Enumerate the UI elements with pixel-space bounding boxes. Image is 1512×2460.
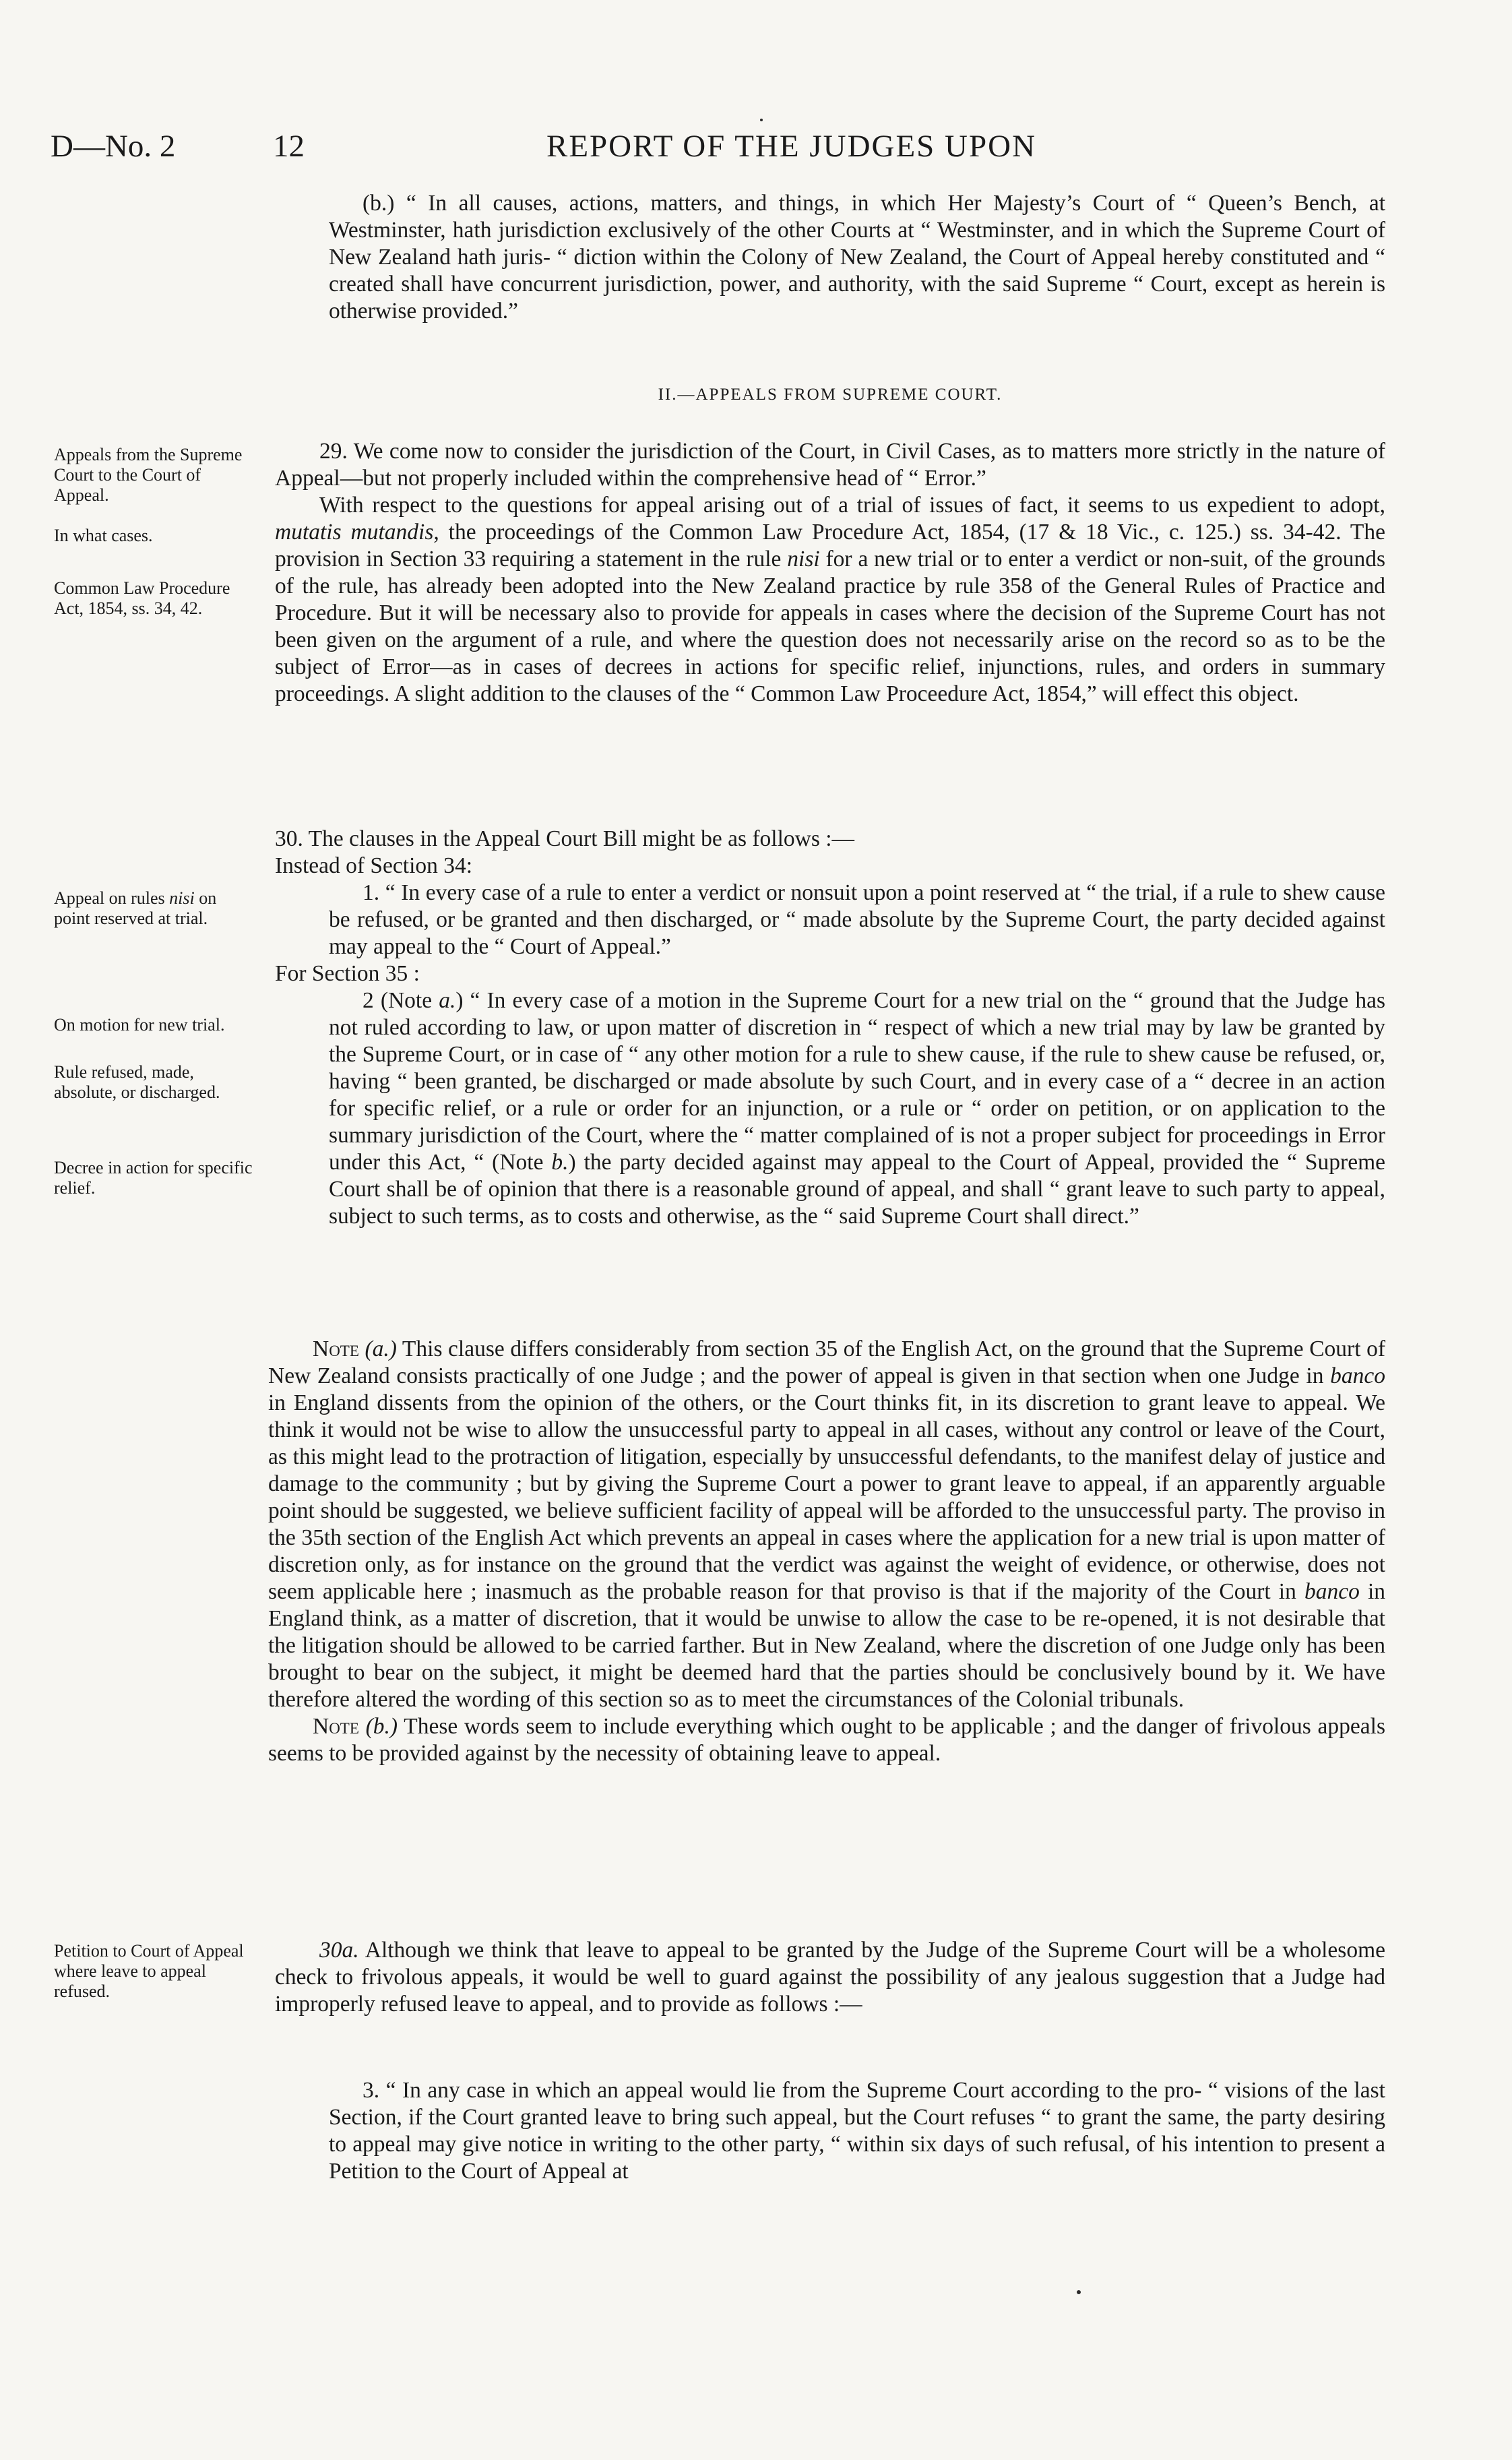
paragraph-respect-em1: mutatis mutandis, [275,520,439,545]
margin-note-appeal-on-rules-em: nisi [169,888,195,908]
paragraph-29-block [275,438,1385,708]
instead-of-section-34: Instead of Section 34: [275,853,473,878]
margin-note-appeal-on-rules [54,888,256,929]
clause-3-block [275,2077,1385,2185]
paragraph-30a-number: 30a. [319,1938,359,1963]
clause-2-em2: b. [551,1150,569,1175]
clause-2-em1: a. [439,988,456,1013]
clause-2-c: ) the party decided against may appeal to the Court of Appeal, provided the “ Supreme Court shall be of opinion that there is a reasonable ground of appeal, and shall “ grant leave to such party to appeal, subject to such terms, as to costs and otherwise, as the “ said Supreme Court shall direct.” [329,1150,1385,1229]
margin-note-petition: Petition to Court of Appeal where leave to appeal refused. [54,1941,244,2001]
note-b-label: Note [313,1714,359,1739]
quote-b-text: (b.) “ In all causes, actions, matters, and things, in which Her Majesty’s Court of “ Queen’s Bench, at Westminster, hath jurisdiction exclusively of the other Courts at “ Westminster, and in which the Supreme Court of New Zealand hath juris- “ diction within the Colony of New Zealand, the Court of Appeal hereby constituted and “ created shall have concurrent jurisdiction, power, and authority, with the said Supreme “ Court, except as herein is otherwise provided.” [329,191,1385,324]
paragraph-respect-c: for a new trial or to enter a verdict or non-suit, of the grounds of the rule, has already been adopted into the New Zealand practice by rule 358 of the General Rules of Practice and Procedure. But it will be necessary also to provide for appeals in cases where the decision of the Supreme Court has not been given on the argument of a rule, and where the question does not necessarily arise on the record so as to be the subject of Error—as in cases of decrees in actions for specific relief, injunctions, rules, and orders in summary proceedings. A slight addition to the clauses of the “ Common Law Proceedure Act, 1854,” will effect this object. [275,547,1386,706]
clause-2-a: 2 (Note [363,988,433,1013]
note-a-banco-2: banco [1304,1579,1360,1604]
margin-note-on-motion: On motion for new trial. [54,1015,225,1035]
margin-note-rule-refused: Rule refused, made, absolute, or discharged. [54,1062,220,1102]
note-a-banco-1: banco [1330,1363,1385,1388]
clause-1: 1. “ In every case of a rule to enter a verdict or nonsuit upon a point reserved at “ the trial, if a rule to shew cause be refused, or be granted and then discharged, or “ made absolute by the Supreme Court, the party decided against may appeal to the “ Court of Appeal.” [329,880,1385,959]
margin-note-common-law: Common Law Procedure Act, 1854, ss. 34, 42. [54,578,230,618]
note-a-label: Note [313,1336,359,1361]
ink-speck-top [760,119,763,121]
note-a [268,1336,1385,1713]
note-a-marker: (a.) [365,1336,397,1361]
note-a-text-1: This clause differs considerably from section 35 of the English Act, on the ground that the Supreme Court of New Zealand consists practically of one Judge ; and the power of appeal is given in that section when one Judge in [268,1336,1386,1388]
paragraph-respect-b: the proceedings of the Common Law Procedure Act, 1854, (17 & 18 Vic., c. 125.) ss. 34-42. The provision in Section 33 requiring a statement in the rule [275,520,1385,572]
top-quote-block [275,190,1385,325]
margin-note-appeal-on-rules-a: Appeal on rules [54,888,165,908]
margin-note-decree: Decree in action for specific relief. [54,1158,253,1198]
note-b-text: These words seem to include everything which ought to be applicable ; and the danger of frivolous appeals seems to be provided against by the necessity of obtaining leave to appeal. [268,1714,1385,1766]
paragraph-respect [275,492,1385,708]
ink-speck [1077,2290,1081,2294]
note-b [268,1713,1385,1767]
paragraph-respect-em2: nisi [787,547,820,572]
page-number: 12 [273,129,305,164]
paragraph-30a-text: Although we think that leave to appeal to be granted by the Judge of the Supreme Court will be a wholesome check to frivolous appeals, it would be well to guard against the possibility of any jealous suggestion that a Judge had improperly refused leave to appeal, and to provide as follows :— [275,1938,1386,2017]
paragraph-30a-block [275,1937,1385,2018]
clause-2-b: ) “ In every case of a motion in the Supreme Court for a new trial on the “ ground that the Judge has not ruled according to law, or upon matter of discretion in “ respect of which a new trial may by law be granted by the Supreme Court, or in case of “ any other motion for a rule to shew cause, if the rule to shew cause be refused, or, having “ been granted, be discharged or made absolute by such Court, and in every case of a “ decree in an action for specific relief, or a rule or order for an injunction, or a rule or “ order on petition, or on application to the summary jurisdiction of the Court, where the “ matter complained of is not a proper subject for proceedings in Error under this Act, “ (Note [329,988,1385,1175]
paragraph-30-block [275,826,1385,1230]
margin-note-appeal-on-rules-b: on point reserved at trial. [54,888,217,928]
clause-2 [275,987,1385,1230]
paragraph-30: 30. The clauses in the Appeal Court Bill might be as follows :— [275,826,855,851]
clause-3: 3. “ In any case in which an appeal would lie from the Supreme Court according to the pro- “ visions of the last Section, if the Court granted leave to bring such appeal, but the Court refuses “ to grant the same, the party desiring to appeal may give notice in writing to the other party, “ within six days of such refusal, of his intention to present a Petition to the Court of Appeal at [329,2078,1385,2184]
paragraph-30a [275,1937,1385,2018]
note-a-text-2: in England dissents from the opinion of the others, or the Court thinks fit, in its discretion to grant leave to appeal. We think it would not be wise to allow the unsuccessful party to appeal in all cases, without any control or leave of the Court, as this might lead to the protraction of litigation, especially by unsuccessful defendants, to the manifest delay of justice and damage to the community ; but by giving the Supreme Court a power to grant leave to appeal, if an apparently arguable point should be suggested, we believe sufficient facility of appeal will be afforded to the unsuccessful party. The proviso in the 35th section of the English Act which prevents an appeal in cases where the application for a new trial is upon matter of discretion only, as for instance on the ground that the verdict was against the weight of evidence, or otherwise, does not seem applicable here ; inasmuch as the probable reason for that proviso is that if the majority of the Court in [268,1390,1385,1604]
paragraph-respect-a: With respect to the questions for appeal arising out of a trial of issues of fact, it seems to us expedient to adopt, [319,493,1385,518]
section-heading: II.—APPEALS FROM SUPREME COURT. [658,386,1003,404]
running-title: REPORT OF THE JUDGES UPON [546,129,1037,164]
margin-note-appeals-from: Appeals from the Supreme Court to the Court of Appeal. [54,445,243,505]
margin-note-in-what-cases: In what cases. [54,526,153,545]
paragraph-29: 29. We come now to consider the jurisdiction of the Court, in Civil Cases, as to matters more strictly in the nature of Appeal—but not properly included within the comprehensive head of “ Error.” [275,439,1385,491]
page-header [51,128,1438,175]
note-a-text-3: in England think, as a matter of discretion, that it would be unwise to allow the case to be re-opened, it is not desirable that the litigation should be allowed to be carried farther. But in New Zealand, where the discretion of one Judge only has been brought to bear on the subject, it might be deemed hard that the parties should be conclusively bound by it. We have therefore altered the wording of this section so as to meet the circumstances of the Colonial tribunals. [268,1579,1386,1712]
for-section-35: For Section 35 : [275,961,420,986]
notes-block [268,1336,1385,1767]
document-reference: D—No. 2 [51,129,176,164]
note-b-marker: (b.) [365,1714,398,1739]
